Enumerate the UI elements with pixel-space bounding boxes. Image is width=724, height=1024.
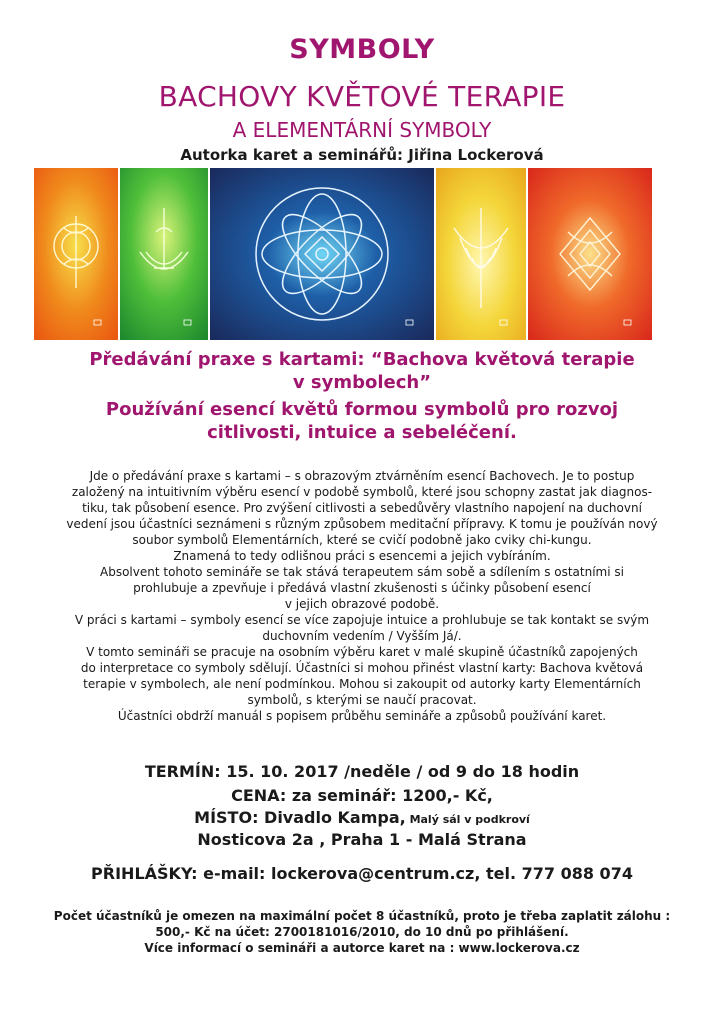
page-subtitle: BACHOVY KVĚTOVÉ TERAPIE: [158, 80, 566, 113]
venue-room: Malý sál v podkroví: [405, 813, 530, 826]
body-line: duchovním vedením / Vyšším Já/.: [262, 629, 462, 643]
footer-line: 500,- Kč na účet: 2700181016/2010, do 10 dnů po přihlášení.: [155, 925, 569, 939]
page-subtitle-2: A ELEMENTÁRNÍ SYMBOLY: [232, 118, 492, 142]
body-line: vedení jsou účastníci seznámeni s různým způsobem meditační přípravy. K tomu je používán nový: [66, 517, 658, 531]
yellow-symbol-card: [436, 168, 526, 340]
body-line: terapie v symbolech, ale není podmínkou. Mohou si zakoupit od autorky karty Elementárních: [83, 677, 641, 691]
red-symbol-card: [528, 168, 652, 340]
subtitle-block-1: [0, 348, 724, 394]
author-line: Autorka karet a seminářů: Jiřina Lockerová: [180, 146, 544, 164]
body-line: založený na intuitivním výběru esencí v podobě symbolů, které jsou schopny zastat jak diagnos-: [71, 485, 653, 499]
subtitle-line: Předávání praxe s kartami: “Bachova květová terapie: [89, 349, 635, 370]
body-line: do interpretace co symboly sdělují. Účastníci si mohou přinést vlastní karty: Bachova květová: [80, 661, 644, 675]
body-line: v jejich obrazové podobě.: [284, 597, 440, 611]
subtitle-line: v symbolech”: [292, 372, 432, 393]
body-line: prohlubuje a zpevňuje i předává vlastní zkušenosti s účinky působení esencí: [133, 581, 591, 595]
green-symbol-card: [120, 168, 208, 340]
registration-contact: PŘIHLÁŠKY: e-mail: lockerova@centrum.cz, tel. 777 088 074: [91, 864, 633, 883]
event-date: TERMÍN: 15. 10. 2017 /neděle / od 9 do 18 hodin: [144, 762, 580, 781]
body-line: soubor symbolů Elementárních, které se cvičí podobně jako cviky chi-kungu.: [132, 533, 592, 547]
subtitle-line: Používání esencí květů formou symbolů pro rozvoj: [105, 399, 619, 420]
event-price: CENA: za seminář: 1200,- Kč,: [231, 786, 493, 805]
subtitle-line: citlivosti, intuice a sebeléčení.: [207, 422, 517, 443]
footer-line: Více informací o semináři a autorce karet na : www.lockerova.cz: [144, 941, 580, 955]
body-line: Absolvent tohoto semináře se tak stává terapeutem sám sobě a sdílením s ostatními si: [100, 565, 624, 579]
body-line: symbolů, s kterými se naučí pracovat.: [247, 693, 477, 707]
blue-symbol-card: [210, 168, 434, 340]
footer-note: [40, 908, 684, 956]
footer-line: Počet účastníků je omezen na maximální počet 8 účastníků, proto je třeba zaplatit zálohu :: [53, 909, 671, 923]
event-address: Nosticova 2a , Praha 1 - Malá Strana: [197, 830, 527, 849]
body-line: V práci s kartami – symboly esencí se více zapojuje intuice a prohlubuje se tak kontakt se svým: [74, 613, 650, 627]
body-line: Jde o předávání praxe s kartami – s obrazovým ztvárněním esencí Bachovech. Je to postup: [89, 469, 635, 483]
page-title: SYMBOLY: [289, 34, 435, 65]
venue-name: MÍSTO: Divadlo Kampa,: [194, 808, 406, 827]
body-line: tiku, tak působení esence. Pro zvýšení citlivosti a sebedůvěry vlastního napojení na duchovní: [82, 501, 642, 515]
subtitle-block-2: [0, 398, 724, 444]
symbol-cards-strip: [0, 168, 724, 340]
body-line: V tomto semináři se pracuje na osobním výběru karet v malé skupině účastníků zapojených: [86, 645, 638, 659]
description-text: [60, 468, 664, 724]
body-line: Účastníci obdrží manuál s popisem průběhu semináře a způsobů používání karet.: [117, 709, 607, 723]
body-line: Znamená to tedy odlišnou práci s esencemi a jejich vybíráním.: [173, 549, 551, 563]
orange-symbol-card: [34, 168, 118, 340]
